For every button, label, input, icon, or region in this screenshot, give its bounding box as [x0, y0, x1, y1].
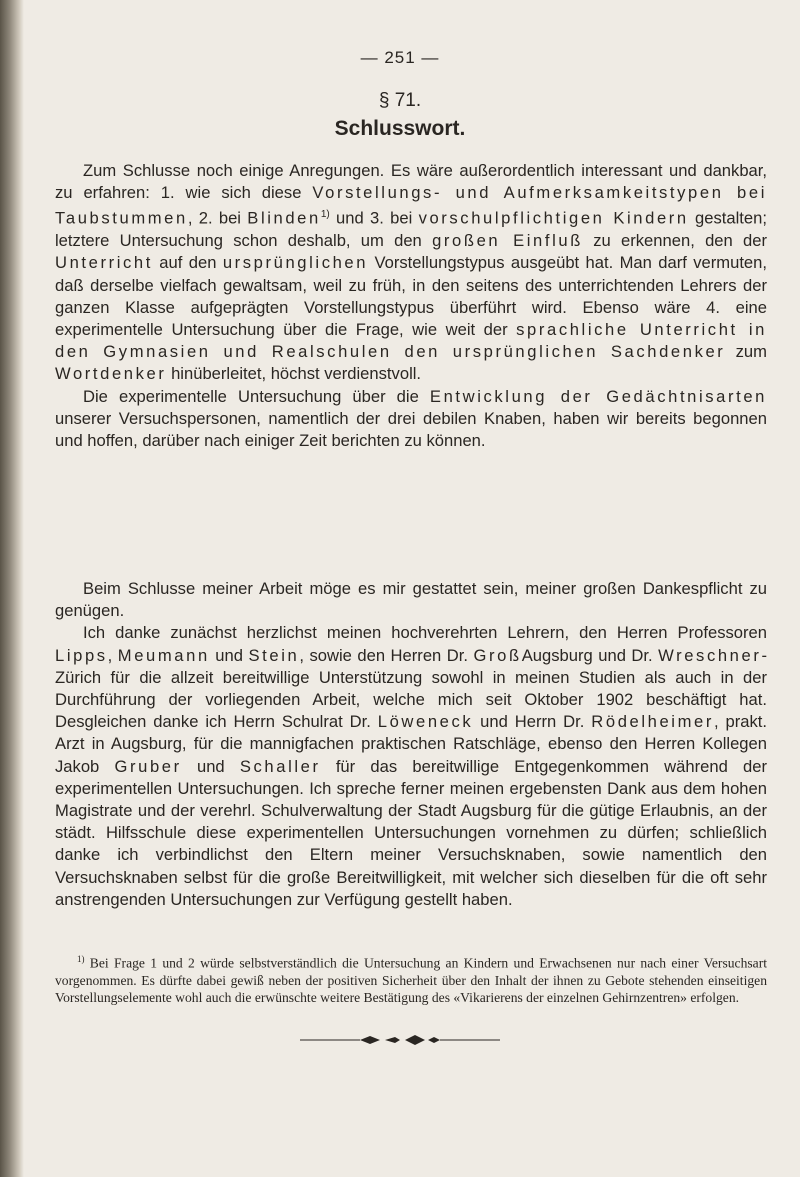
footnote-ref: 1) [320, 209, 330, 221]
footnote [55, 951, 767, 1006]
paragraph-acknowledgements: Ich danke zunächst herzlichst meinen hochverehrten Lehrern, den Herren Professoren Lipps, Meumann und Stein, sowie den Herren Dr. GroßAugsburg und Dr. Wreschner-Zürich für die allzeit bereitwillige Unterstützung sowohl in meinen Studien als auch in der Durchführung der vorliegenden Arbeit, welche mich seit Oktober 1902 beschäftigt hat. Desgleichen danke ich Herrn Schulrat Dr. Löweneck und Herrn Dr. Rödelheimer, prakt. Arzt in Augsburg, für die mannigfachen praktischen Ratschläge, ebenso den Herren Kollegen Jakob Gruber und Schaller für das bereitwillige Entgegenkommen während der experimentellen Untersuchungen. Ich spreche ferner meinen ergebensten Dank aus dem hohen Magistrate und der verehrl. Schulverwaltung der Stadt Augsburg für die gütige Erlaubnis, an der städt. Hilfsschule diese experimentellen Untersuchungen vornehmen zu dürfen; schließlich danke ich verbindlichst den Eltern meiner Versuchsknaben, sowie namentlich den Versuchsknaben selbst für die große Bereitwilligkeit, mit welcher sich dieselben für die oft sehr anstrengenden Untersuchungen zur Verfügung gestellt haben. [55, 623, 767, 909]
page-number: — 251 — [360, 48, 440, 67]
section-number: § 71. [378, 90, 422, 111]
paragraph-gratitude-intro: Beim Schlusse meiner Arbeit möge es mir gestattet sein, meiner großen Dankespflicht zu genügen. [55, 579, 767, 621]
body-text-thanks [55, 578, 767, 911]
section-title: Schlusswort. [334, 117, 466, 140]
body-text-top [55, 160, 767, 452]
paragraph-suggestions: Zum Schlusse noch einige Anregungen. Es wäre außerordentlich interessant und dankbar, zu erfahren: 1. wie sich diese Vorstellungs- und Aufmerksamkeitstypen bei Taubstummen, 2. bei Blinden$^{1)}$ und 3. bei vorschulpflichtigen Kindern gestalten; letztere Untersuchung schon deshalb, um den großen Einfluß zu erkennen, den der Unterricht auf den ursprünglichen Vorstellungstypus ausgeübt hat. Man darf vermuten, daß derselbe vielfach gewaltsam, weil zu früh, in den seitens des unterrichtenden Lehrers der ganzen Klasse aufgeprägten Vorstellungstypus überführt wird. Ebenso wäre 4. eine experimentelle Untersuchung über die Frage, wie weit der sprachliche Unterricht in den Gymnasien und Realschulen den ursprünglichen Sachdenker zum Wortdenker hinüberleitet, höchst verdienstvoll. [55, 161, 767, 384]
footnote-marker: 1) [77, 954, 85, 964]
paragraph-memory-study: Die experimentelle Untersuchung über die Entwicklung der Gedächtnisarten unserer Versuchspersonen, namentlich der drei debilen Knaben, haben wir bereits begonnen und hoffen, darüber nach einiger Zeit berichten zu können. [55, 386, 767, 450]
closing-ornament [300, 1033, 500, 1047]
footnote-text: Bei Frage 1 und 2 würde selbstverständlich die Untersuchung an Kindern und Erwachsenen nur nach einer Versuchsart vorgenommen. Es dürfte dabei gewiß neben der positiven Sicherheit über den Inhalt der ihnen zu Gebote stehenden einseitigen Vorstellungselemente wohl auch die erwünschte weitere Bestätigung des «Vikarierens der einzelnen Gehirnzentren» erfolgen. [55, 955, 767, 1006]
